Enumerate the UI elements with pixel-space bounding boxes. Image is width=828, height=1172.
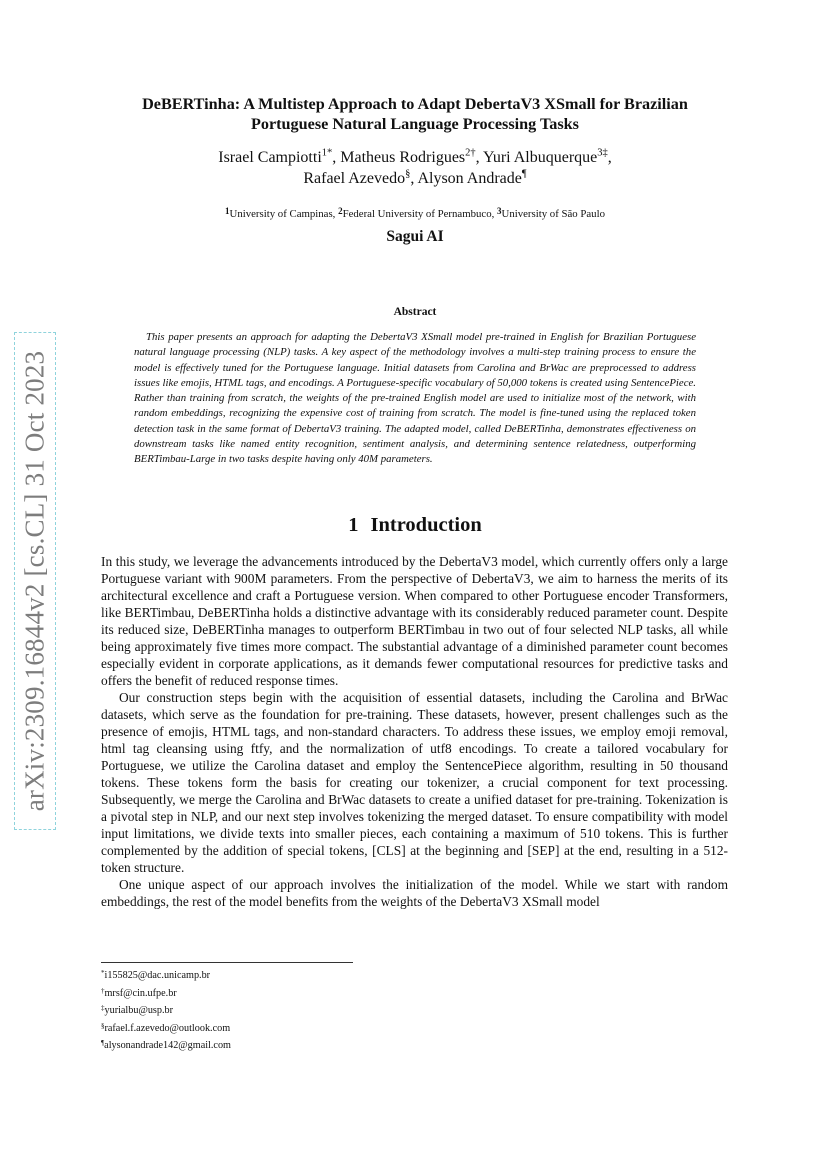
author-name: Matheus Rodrigues	[340, 149, 466, 166]
body-paragraph: One unique aspect of our approach involves the initialization of the model. While we start with random embeddings, the rest of the model benefits from the weights of the DebertaV3 XSmall model	[101, 877, 728, 909]
footnote-mark: †	[101, 986, 105, 995]
footnote	[101, 1001, 231, 1019]
author-mark: 2†	[465, 147, 476, 159]
section-title: Introduction	[370, 514, 482, 536]
footnote	[101, 1036, 231, 1054]
affiliation-name: University of Campinas	[229, 208, 333, 220]
footnote	[101, 984, 231, 1002]
affiliation-number: 3	[497, 206, 502, 216]
footnote-email-link[interactable]: mrsf@cin.ufpe.br	[104, 987, 177, 999]
arxiv-stamp	[14, 332, 56, 830]
body-paragraph: Our construction steps begin with the acquisition of essential datasets, including the Carolina and BrWac datasets, which serve as the foundation for pre-training. These datasets, however, present challenges such as the presence of emojis, HTML tags, and non-standard characters. To address these issues, we employ emoji removal, html tag cleansing using ftfy, and the normalization of utf8 encodings. To create a tailored vocabulary for Portuguese, we utilize the Carolina dataset and employ the SentencePiece algorithm, resulting in 50 thousand tokens. These tokens form the basis for creating our tokenizer, a crucial component for text processing. Subsequently, we merge the Carolina and BrWac datasets to create a unified dataset for pre-training. Tokenization is a pivotal step in NLP, and our next step involves tokenizing the merged dataset. To ensure compatibility with model input limitations, we divide texts into smaller pieces, each containing a maximum of 510 tokens. This is further complemented by the addition of special tokens, [CLS] at the beginning and [SEP] at the end, resulting in a 512-token structure.	[101, 690, 728, 875]
author-list: Israel Campiotti$^{1*}$, Matheus Rodrigues$^{2\dagger}$, Yuri Albuquerque$^{3\ddagger}$, Rafael Azevedo§, Alyson Andrade¶	[218, 147, 612, 187]
arxiv-stamp-text: arXiv:2309.16844v2 [cs.CL] 31 Oct 2023	[19, 350, 50, 812]
author-name: Alyson Andrade	[417, 170, 522, 187]
section-heading	[100, 514, 730, 537]
footnote-email-link[interactable]: yurialbu@usp.br	[104, 1005, 174, 1016]
footnote	[101, 1019, 231, 1037]
author-mark: ¶	[521, 168, 527, 180]
author-mark: 3‡	[597, 147, 608, 159]
footnote-email-link[interactable]: rafael.f.azevedo@outlook.com	[104, 1022, 231, 1034]
affiliation-number: 1	[225, 206, 230, 216]
footnote-email-link[interactable]: alysonandrade142@gmail.com	[104, 1040, 231, 1051]
footnote-mark: *	[101, 969, 105, 977]
title-line-2: Portuguese Natural Language Processing Tasks	[251, 115, 579, 133]
paper-title	[100, 94, 730, 134]
affiliations: $^1$University of Campinas, $^2$Federal University of Pernambuco, $^3$University of São Paulo	[225, 206, 605, 220]
body-paragraph: In this study, we leverage the advancements introduced by the DebertaV3 model, which currently offers only a large Portuguese variant with 900M parameters. From the perspective of DebertaV3, we aim to harness the merits of its architectural excellence and craft a Portuguese version. When compared to other Portuguese encoder Transformers, like BERTimbau, DeBERTinha holds a distinctive advantage with its considerably reduced parameter count. Despite its reduced size, DeBERTinha manages to outperform BERTimbau in two out of four selected NLP tasks, all while being approximately five times more compact. The substantial advantage of a diminished parameter count becomes especially evident in corporate applications, as it demands fewer computational resources for predictive tasks and offers the benefit of reduced response times.	[101, 554, 728, 688]
abstract-text: This paper presents an approach for adapting the DebertaV3 XSmall model pre-trained in English for Brazilian Portuguese natural language processing (NLP) tasks. A key aspect of the methodology involves a multi-step training process to ensure the model is effectively tuned for the Portuguese language. Initial datasets from Carolina and BrWac are preprocessed to address issues like emojis, HTML tags, and encodings. A Portuguese-specific vocabulary of 50,000 tokens is created using SentencePiece. Rather than training from scratch, the weights of the pre-trained English model are used to initialize most of the network, with random embeddings, recognizing the expensive cost of training from scratch. The model is fine-tuned using the replaced token detection task in the same format of DebertaV3 training. The adapted model, called DeBERTinha, demonstrates effectiveness on downstream tasks like named entity recognition, sentiment analysis, and determining sentence relatedness, outperforming BERTimbau-Large in two tasks despite having only 40M parameters.	[134, 331, 696, 466]
footnote-mark: ‡	[101, 1004, 105, 1012]
author-name: Rafael Azevedo	[303, 170, 406, 187]
affiliation-name: University of São Paulo	[501, 208, 605, 220]
footnote-divider	[101, 962, 353, 963]
footnote-mark: §	[101, 1021, 105, 1030]
company-name: Sagui AI	[386, 228, 444, 245]
author-name: Israel Campiotti	[218, 149, 322, 166]
section-body	[101, 553, 728, 910]
title-line-1: DeBERTinha: A Multistep Approach to Adapt DebertaV3 XSmall for Brazilian	[142, 95, 688, 113]
abstract-heading: Abstract	[393, 306, 437, 318]
footnote-mark: ¶	[101, 1039, 105, 1047]
affiliation-name: Federal University of Pernambuco	[342, 208, 492, 220]
author-mark: §	[405, 168, 411, 180]
author-mark: 1*	[321, 147, 333, 159]
footnote	[101, 966, 231, 984]
affiliation-number: 2	[338, 206, 343, 216]
section-number: 1	[348, 514, 359, 536]
footnotes	[101, 966, 231, 1054]
author-name: Yuri Albuquerque	[483, 149, 598, 166]
footnote-email-link[interactable]: i155825@dac.unicamp.br	[104, 970, 211, 981]
